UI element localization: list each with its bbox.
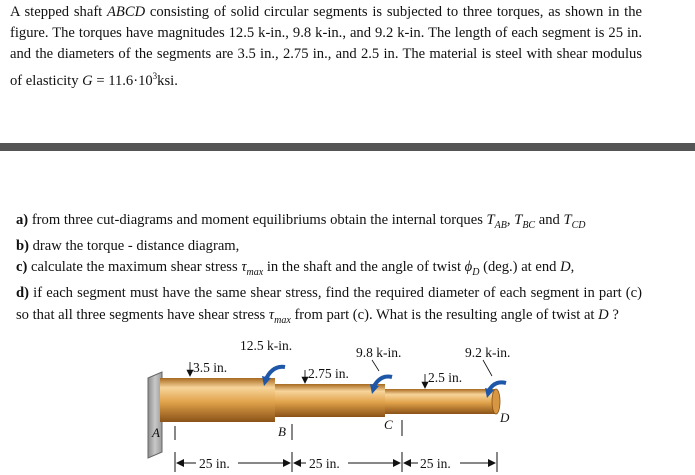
question-text: (deg.) at end: [479, 259, 561, 276]
shear-modulus-unit: ksi.: [157, 72, 178, 89]
shaft-end-d: [492, 389, 500, 414]
question-text: from part (c). What is the resulting angle of twist at: [290, 306, 599, 323]
point-d-label: D: [500, 410, 510, 425]
torque-subscript: CD: [571, 219, 586, 231]
point-c-label: C: [384, 417, 393, 432]
question-c: [16, 257, 642, 283]
torque-subscript: AB: [494, 219, 507, 231]
tau-subscript: max: [274, 314, 291, 326]
question-text: if each segment must have the same shear stress, find the required diameter of each segment in part (c) so that all three segments have shear stress: [16, 285, 642, 323]
question-tag: a): [16, 212, 29, 228]
shaft-segment-bc: [275, 384, 385, 417]
phi-symbol: ϕ: [464, 259, 473, 276]
question-text: in the shaft and the angle of twist: [263, 259, 465, 276]
torque-symbol: T: [514, 212, 523, 228]
point-symbol: D: [560, 259, 571, 276]
diameter-label-3: 2.5 in.: [428, 370, 463, 385]
point-a-label: A: [152, 425, 160, 440]
section-divider: [0, 143, 695, 151]
stepped-shaft-figure: [0, 330, 695, 475]
diameter-label-2: 2.75 in.: [308, 366, 349, 381]
phi-subscript: D: [472, 267, 480, 279]
problem-text: [10, 2, 642, 92]
torque-leader-2: [372, 360, 379, 371]
problem-statement: [10, 2, 642, 92]
torque-symbol: T: [486, 212, 495, 228]
problem-text-part: A stepped shaft: [10, 4, 108, 20]
separator: and: [535, 212, 564, 228]
shear-modulus-value: = 11.6·10: [92, 72, 153, 89]
tau-symbol: τ: [241, 259, 247, 276]
torque-leader-3: [483, 360, 492, 376]
question-b: [16, 236, 642, 257]
tau-subscript: max: [246, 267, 264, 279]
tau-symbol: τ: [268, 306, 275, 323]
question-list: [16, 210, 642, 331]
shaft-name: ABCD: [107, 4, 146, 20]
torque-symbol: T: [563, 212, 572, 228]
length-label-1: 25 in.: [199, 456, 230, 471]
point-b-label: B: [278, 424, 286, 439]
question-a: [16, 210, 642, 236]
problem-text-part: consisting of solid circular segments is subjected to three torques, as shown in the figure. The torques have magnitudes 12.5 k-in., 9.8 k-in., and 9.2 k-in. The length of each segment is 25 in. and the diameters of the segments are 3.5 in., 2.75 in., and 2.5 in. The material is steel with shear modulus of elasticity: [10, 4, 642, 89]
question-tag: b): [16, 238, 29, 255]
shear-modulus-symbol: G: [82, 72, 93, 89]
torque-label-3: 9.2 k-in.: [465, 345, 511, 360]
question-tag: c): [16, 259, 28, 276]
shaft-segment-cd: [385, 389, 496, 414]
punctuation: ?: [608, 306, 619, 323]
torque-label-1: 12.5 k-in.: [240, 338, 293, 353]
length-label-2: 25 in.: [309, 456, 340, 471]
torque-subscript: BC: [522, 219, 536, 231]
question-text: calculate the maximum shear stress: [27, 259, 242, 276]
torque-label-2: 9.8 k-in.: [356, 345, 402, 360]
question-tag: d): [16, 285, 29, 302]
question-d: [16, 283, 642, 330]
question-text: draw the torque - distance diagram,: [28, 238, 240, 255]
length-label-3: 25 in.: [420, 456, 451, 471]
wall-support: [148, 372, 162, 458]
separator: ,: [506, 212, 515, 228]
point-symbol: D: [598, 306, 609, 323]
punctuation: ,: [570, 259, 575, 276]
question-text: from three cut-diagrams and moment equilibriums obtain the internal torques: [28, 212, 487, 228]
diameter-label-1: 3.5 in.: [193, 360, 228, 375]
shaft-segment-ab: [160, 378, 275, 422]
shear-modulus-exponent: 3: [152, 70, 158, 81]
